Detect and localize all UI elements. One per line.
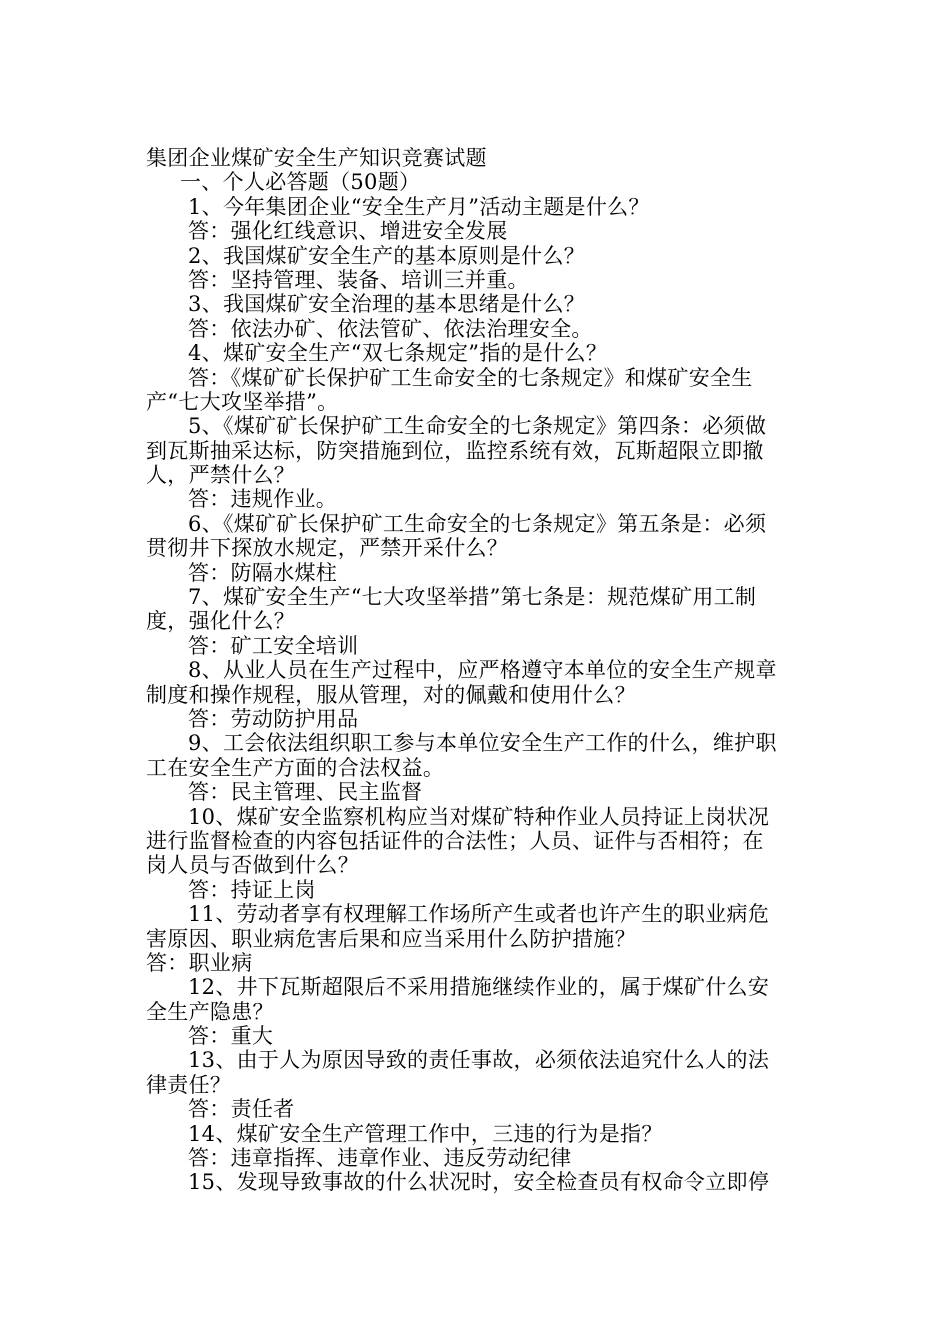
answer-line: 答：责任者 <box>188 1097 295 1122</box>
question-line: 14、煤矿安全生产管理工作中，三违的行为是指？ <box>188 1121 663 1146</box>
answer-line: 答：民主管理、民主监督 <box>188 780 423 805</box>
answer-line: 答：坚持管理、装备、培训三并重。 <box>188 267 529 292</box>
question-line: 8、从业人员在生产过程中，应严格遵守本单位的安全生产规章 <box>188 658 777 683</box>
question-line: 制度和操作规程，服从管理，对的佩戴和使用什么？ <box>146 682 636 707</box>
answer-line: 答：持证上岗 <box>188 877 316 902</box>
document-page <box>146 146 810 1195</box>
question-line: 2、我国煤矿安全生产的基本原则是什么？ <box>188 243 586 268</box>
document-body <box>146 195 810 1195</box>
question-line: 13、由于人为原因导致的责任事故，必须依法追究什么人的法 <box>188 1048 770 1073</box>
answer-line: 答：劳动防护用品 <box>188 706 359 731</box>
answer-line: 答：违规作业。 <box>188 487 338 512</box>
question-line: 律责任？ <box>146 1072 232 1097</box>
question-line: 到瓦斯抽采达标，防突措施到位，监控系统有效，瓦斯超限立即撤 <box>146 438 764 463</box>
answer-line: 答：《煤矿矿长保护矿工生命安全的七条规定》和煤矿安全生 <box>188 365 753 390</box>
document-title: 集团企业煤矿安全生产知识竞赛试题 <box>146 146 487 170</box>
section-heading: 一、个人必答题（50题） <box>180 170 421 195</box>
question-line: 7、煤矿安全生产“七大攻坚举措”第七条是：规范煤矿用工制 <box>188 585 757 610</box>
question-line: 12、井下瓦斯超限后不采用措施继续作业的，属于煤矿什么安 <box>188 975 770 1000</box>
answer-line: 答：违章指挥、违章作业、违反劳动纪律 <box>188 1146 572 1171</box>
answer-line: 答：强化红线意识、增进安全发展 <box>188 219 508 244</box>
question-line: 3、我国煤矿安全治理的基本思绪是什么？ <box>188 292 586 317</box>
question-line: 15、发现导致事故的什么状况时，安全检查员有权命令立即停 <box>188 1170 770 1195</box>
question-line: 产“七大攻坚举措”。 <box>146 389 339 414</box>
answer-line: 答：依法办矿、依法管矿、依法治理安全。 <box>188 316 593 341</box>
answer-line: 答：职业病 <box>146 950 253 975</box>
question-line: 人，严禁什么？ <box>146 463 296 488</box>
answer-line: 答：矿工安全培训 <box>188 633 359 658</box>
question-line: 9、工会依法组织职工参与本单位安全生产工作的什么，维护职 <box>188 731 777 756</box>
question-line: 全生产隐患？ <box>146 999 274 1024</box>
question-line: 进行监督检查的内容包括证件的合法性；人员、证件与否相符；在 <box>146 828 764 853</box>
question-line: 5、《煤矿矿长保护矿工生命安全的七条规定》第四条：必须做 <box>188 414 767 439</box>
question-line: 工在安全生产方面的合法权益。 <box>146 755 445 780</box>
question-line: 贯彻井下探放水规定，严禁开采什么？ <box>146 536 509 561</box>
question-line: 岗人员与否做到什么？ <box>146 853 359 878</box>
question-line: 度，强化什么？ <box>146 609 296 634</box>
question-line: 10、煤矿安全监察机构应当对煤矿特种作业人员持证上岗状况 <box>188 804 770 829</box>
question-line: 4、煤矿安全生产“双七条规定”指的是什么？ <box>188 341 608 366</box>
question-line: 11、劳动者享有权理解工作场所产生或者也许产生的职业病危 <box>188 902 770 927</box>
question-line: 害原因、职业病危害后果和应当采用什么防护措施？ <box>146 926 636 951</box>
question-line: 6、《煤矿矿长保护矿工生命安全的七条规定》第五条是：必须 <box>188 511 767 536</box>
answer-line: 答：防隔水煤柱 <box>188 560 338 585</box>
question-line: 1、今年集团企业“安全生产月”活动主题是什么？ <box>188 194 650 219</box>
answer-line: 答：重大 <box>188 1024 274 1049</box>
